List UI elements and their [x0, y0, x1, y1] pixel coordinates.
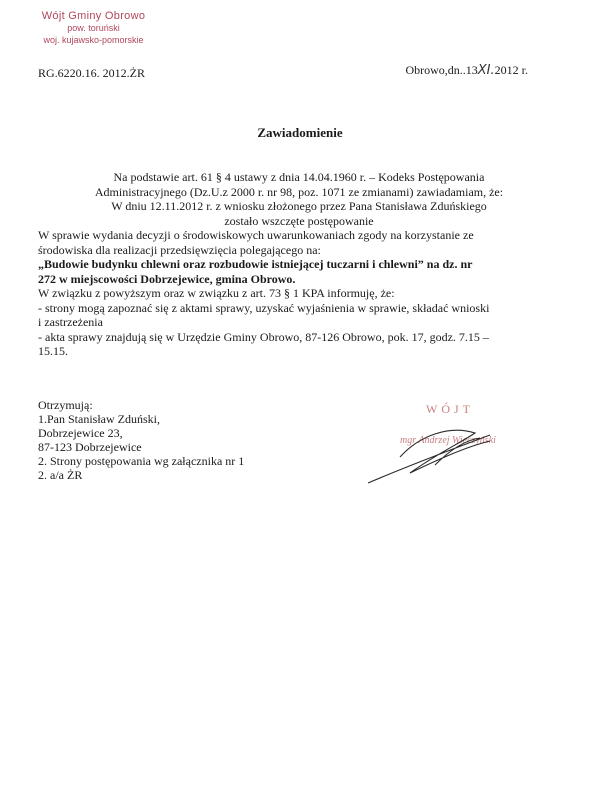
recipient-line: Dobrzejewice 23, — [38, 426, 123, 440]
place-date-suffix: 2012 r. — [494, 63, 528, 77]
project-name-line: „Budowie budynku chlewni oraz rozbudowie istniejącej tuczarni i chlewni” na dz. nr — [38, 257, 473, 271]
body-line: W dniu 12.11.2012 r. z wniosku złożonego przez Pana Stanisława Zduńskiego — [111, 199, 487, 213]
body-line: zostało wszczęte postępowanie — [224, 213, 374, 228]
project-name-line: 272 w miejscowości Dobrzejewice, gmina Obrowo. — [38, 271, 296, 286]
handwritten-month: XI. — [477, 63, 495, 78]
recipients-heading: Otrzymują: — [38, 398, 93, 412]
recipient-line: 1.Pan Stanisław Zduński, — [38, 412, 160, 426]
recipients-list — [38, 398, 244, 482]
signature-block — [340, 395, 550, 490]
body-line: W sprawie wydania decyzji o środowiskowych uwarunkowaniach zgody na korzystanie ze — [38, 228, 474, 242]
place-date — [405, 63, 528, 78]
recipient-line: 2. a/a ŻR — [38, 468, 83, 482]
body-line: Na podstawie art. 61 § 4 ustawy z dnia 14.04.1960 r. – Kodeks Postępowania — [113, 170, 485, 184]
body-line: W związku z powyższym oraz w związku z art. 73 § 1 KPA informuję, że: — [38, 286, 395, 300]
body-line: środowiska dla realizacji przedsięwzięcia polegającego na: — [38, 242, 321, 257]
body-line: - akta sprawy znajdują się w Urzędzie Gminy Obrowo, 87-126 Obrowo, pok. 17, godz. 7.15 – — [38, 329, 489, 344]
place-date-prefix: Obrowo,dn..13 — [405, 63, 478, 77]
stamp-line-2: pow. toruński — [67, 23, 120, 33]
recipient-line: 2. Strony postępowania wg załącznika nr 1 — [38, 454, 245, 468]
signature-name: mgr Andrzej Wieczyński — [400, 435, 496, 446]
stamp-line-1: Wójt Gminy Obrowo — [41, 10, 146, 22]
office-stamp — [36, 10, 151, 46]
body-line: 15.15. — [38, 344, 68, 358]
document-body — [38, 170, 560, 359]
recipient-line: 87-123 Dobrzejewice — [38, 440, 142, 454]
stamp-line-3: woj. kujawsko-pomorskie — [43, 35, 144, 45]
handwritten-signature — [340, 395, 550, 490]
document-title: Zawiadomienie — [257, 125, 343, 140]
body-line: i zastrzeżenia — [38, 315, 103, 329]
signature-title: WÓJT — [426, 402, 474, 416]
reference-number: RG.6220.16. 2012.ŻR — [38, 66, 146, 80]
body-line: - strony mogą zapoznać się z aktami sprawy, uzyskać wyjaśnienia w sprawie, składać wnioski — [38, 300, 490, 315]
body-line: Administracyjnego (Dz.U.z 2000 r. nr 98, poz. 1071 ze zmianami) zawiadamiam, że: — [94, 184, 504, 199]
